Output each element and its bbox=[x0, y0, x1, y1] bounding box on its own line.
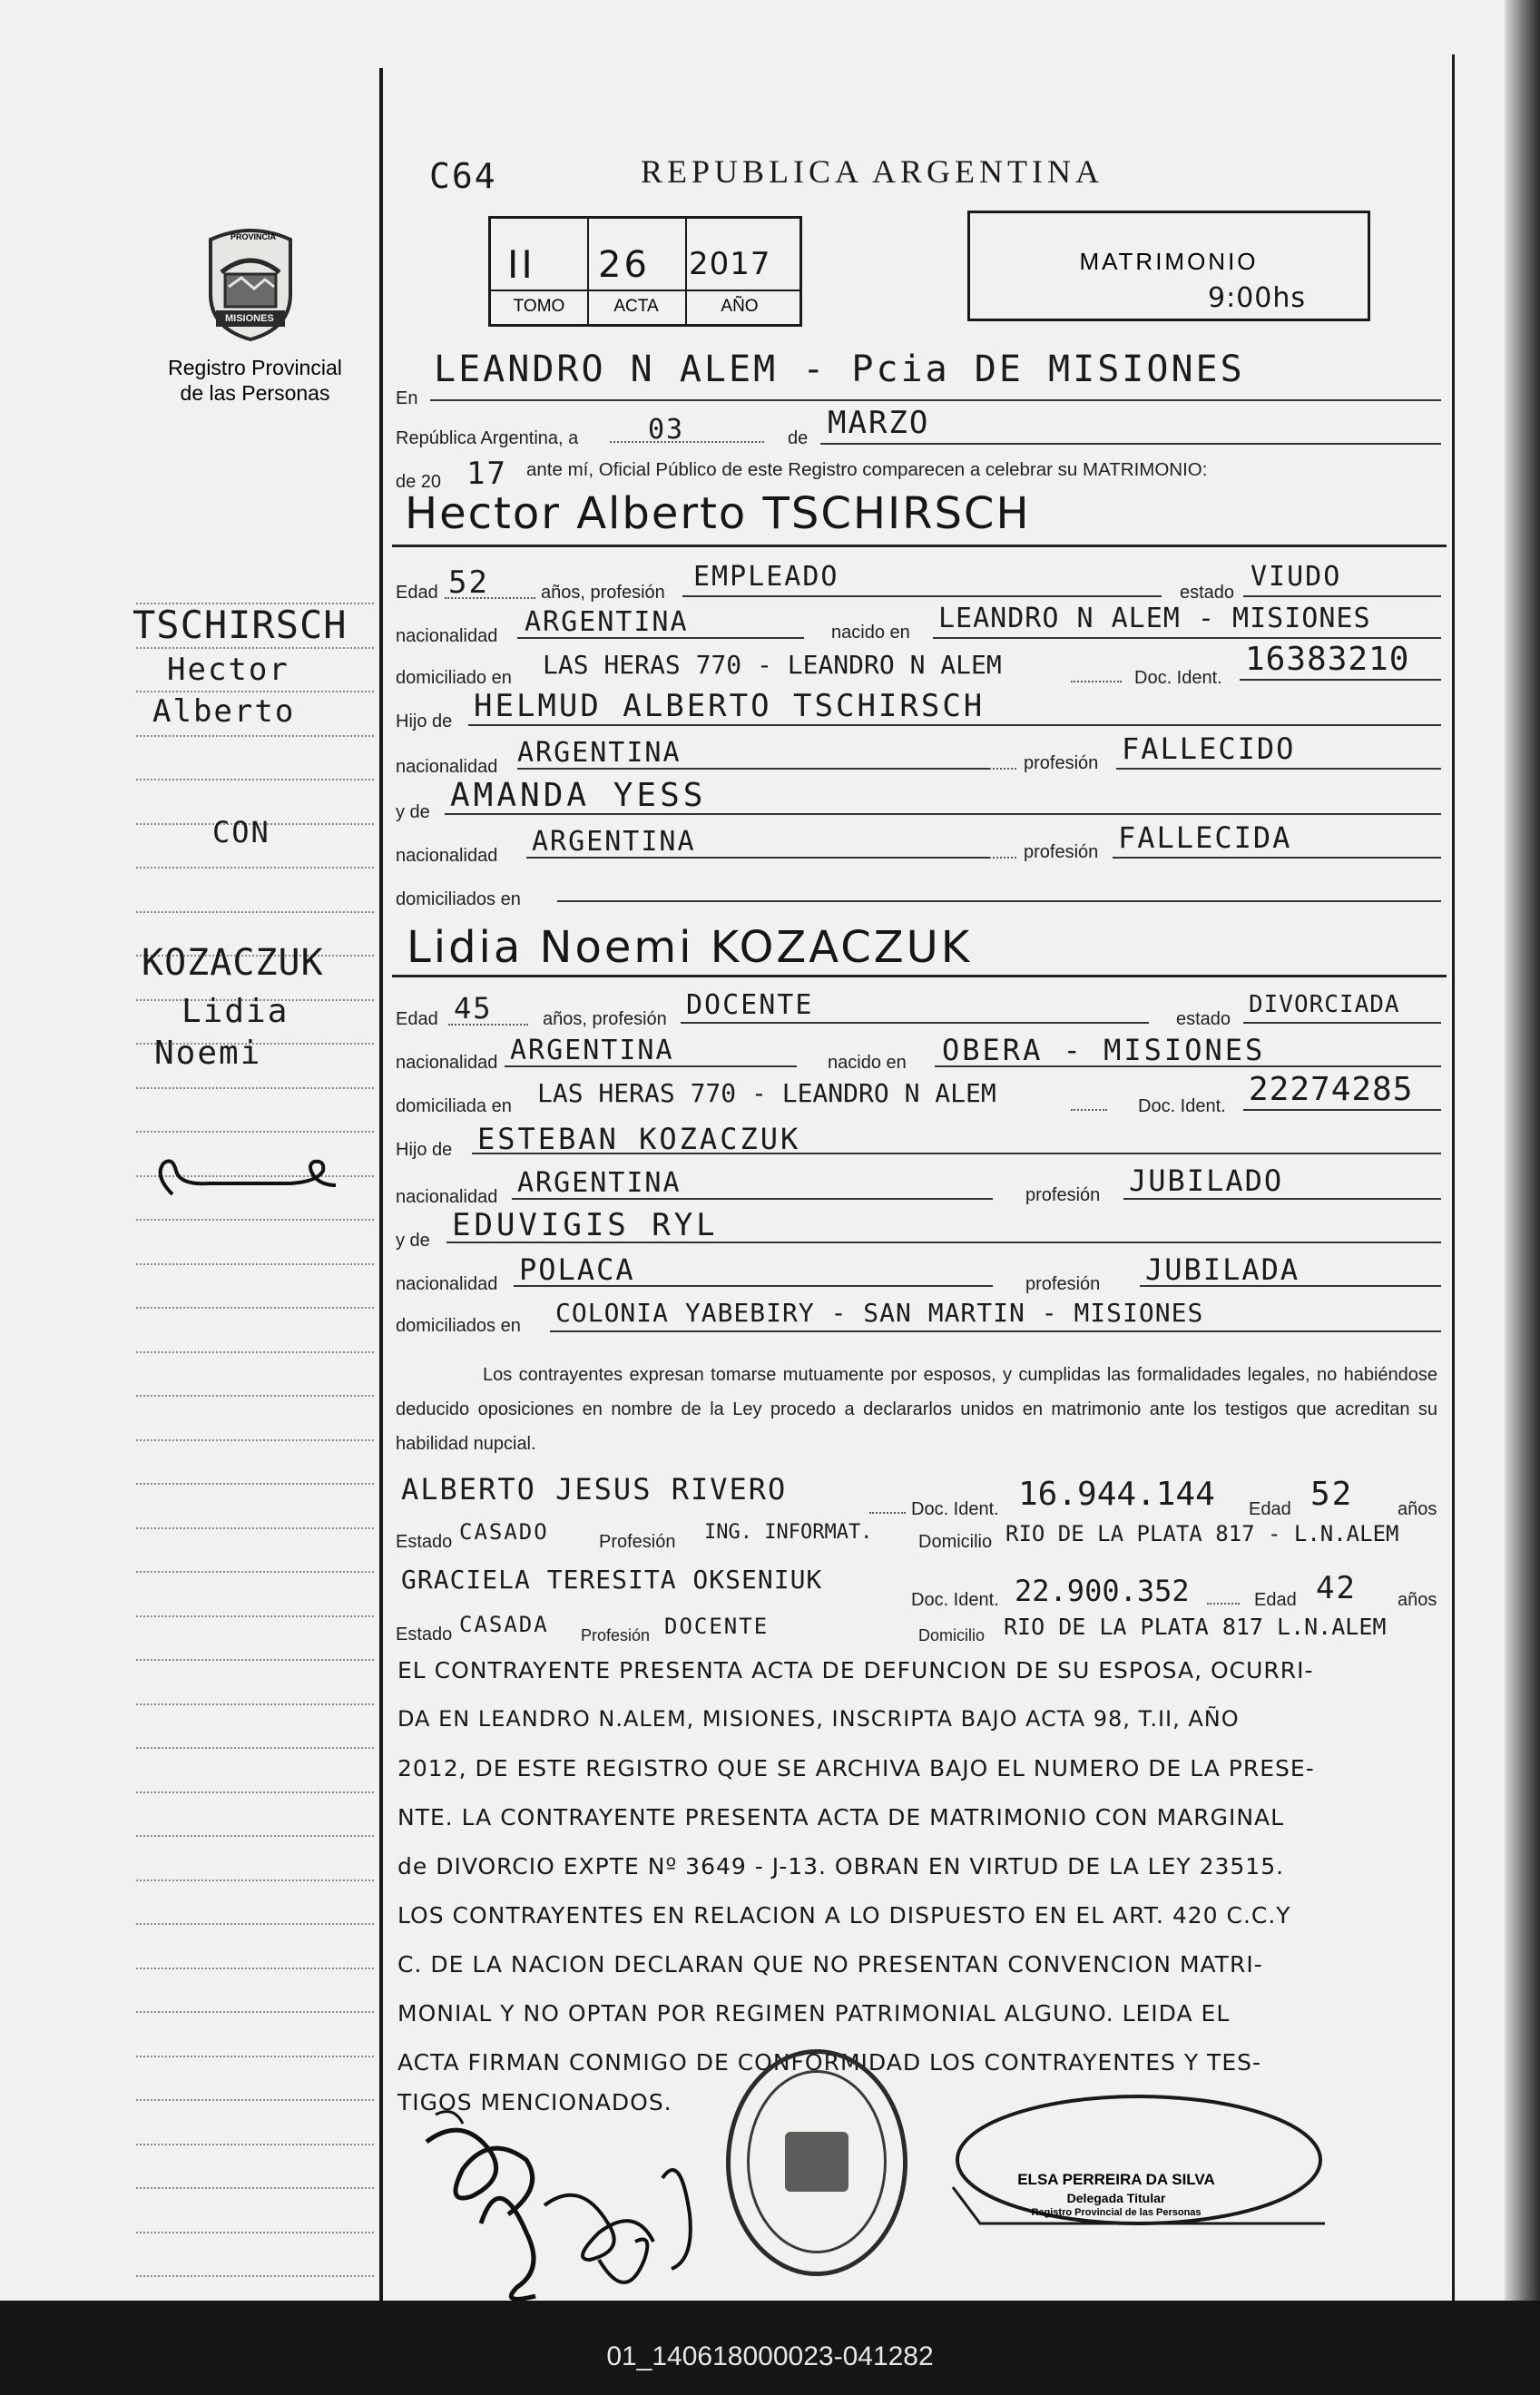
acta-value: 26 bbox=[598, 244, 650, 286]
act-type-label: MATRIMONIO bbox=[1079, 248, 1259, 275]
bride-father-name: ESTEBAN KOZACZUK bbox=[477, 1122, 801, 1156]
right-border-line bbox=[1452, 54, 1455, 2301]
bride-estado-label: estado bbox=[1176, 1009, 1231, 1029]
observation-line: de DIVORCIO EXPTE Nº 3649 - J-13. OBRAN EN VIRTUD DE LA LEY 23515. bbox=[397, 1853, 1285, 1880]
observation-line: DA EN LEANDRO N.ALEM, MISIONES, INSCRIPTA BAJO ACTA 98, T.II, AÑO bbox=[397, 1706, 1240, 1732]
binding-edge bbox=[1505, 0, 1540, 2301]
groom-address: LAS HERAS 770 - LEANDRO N ALEM bbox=[543, 650, 1002, 680]
stamp-official-name: ELSA PERREIRA DA SILVA bbox=[1017, 2171, 1215, 2188]
observation-line: EL CONTRAYENTE PRESENTA ACTA DE DEFUNCION DE SU ESPOSA, OCURRI- bbox=[397, 1657, 1314, 1683]
witness2-doc-ident-label: Doc. Ident. bbox=[911, 1590, 999, 1610]
margin-ruled-line bbox=[136, 1968, 374, 1969]
bride-mother-profession-label: profesión bbox=[1025, 1274, 1101, 1294]
margin-ruled-line bbox=[136, 1263, 374, 1265]
witness1-domicilio-label: Domicilio bbox=[918, 1532, 993, 1552]
margin-ruled-line bbox=[136, 1659, 374, 1661]
act-type-box bbox=[967, 211, 1370, 321]
anos-profesion-label: años, profesión bbox=[541, 583, 665, 603]
observation-line: MONIAL Y NO OPTAN POR REGIMEN PATRIMONIAL ALGUNO. LEIDA EL bbox=[397, 2000, 1231, 2027]
bride-nacido-en-label: nacido en bbox=[828, 1053, 907, 1073]
bride-y-de-label: y de bbox=[396, 1231, 430, 1251]
bride-mother-name: EDUVIGIS RYL bbox=[452, 1207, 719, 1243]
stamp-official-role: Delegada Titular bbox=[1066, 2191, 1166, 2205]
witness1-doc-ident-label: Doc. Ident. bbox=[911, 1499, 999, 1519]
margin-groom-given2: Alberto bbox=[152, 693, 296, 730]
margin-ruled-line bbox=[136, 1703, 374, 1705]
witness1-doc-id: 16.944.144 bbox=[1018, 1476, 1215, 1513]
groom-father-nationality-label: nacionalidad bbox=[396, 757, 498, 777]
witness2-profession: DOCENTE bbox=[664, 1614, 770, 1639]
bride-nacionalidad-label: nacionalidad bbox=[396, 1053, 498, 1073]
registry-coat-of-arms-icon bbox=[201, 221, 299, 341]
groom-mother-profession-label: profesión bbox=[1024, 842, 1099, 862]
margin-ruled-line bbox=[136, 2099, 374, 2101]
margin-ruled-line bbox=[136, 1835, 374, 1837]
margin-connector: CON bbox=[212, 815, 270, 849]
officer-text: ante mí, Oficial Público de este Registro comparecen a celebrar su MATRIMONIO: bbox=[526, 459, 1208, 480]
domiciliada-en-label: domiciliada en bbox=[396, 1096, 512, 1116]
groom-father-nationality: ARGENTINA bbox=[517, 737, 682, 769]
observation-line: TIGOS MENCIONADOS. bbox=[397, 2089, 672, 2115]
tomo-label: TOMO bbox=[513, 297, 565, 316]
witness1-address: RIO DE LA PLATA 817 - L.N.ALEM bbox=[1005, 1521, 1399, 1546]
registry-name-line1: Registro Provincial bbox=[168, 356, 342, 379]
witness1-edad-label: Edad bbox=[1249, 1499, 1291, 1519]
margin-ruled-line bbox=[136, 2056, 374, 2057]
declaration-text: Los contrayentes expresan tomarse mutuamente por esposos, y cumplidas las formalidades legales, no habiéndose deducido oposiciones en nombre de la Ley procedo a declararlos unidos en matrimonio ante los testigos que acreditan su habilidad nupcial. bbox=[396, 1365, 1437, 1454]
bride-address: LAS HERAS 770 - LEANDRO N ALEM bbox=[537, 1078, 996, 1108]
groom-mother-nationality: ARGENTINA bbox=[532, 826, 696, 858]
ano-label: AÑO bbox=[721, 297, 759, 316]
groom-age: 52 bbox=[448, 564, 489, 601]
margin-ruled-line bbox=[136, 735, 374, 737]
marriage-day: 03 bbox=[648, 414, 685, 446]
official-stamp bbox=[944, 2087, 1334, 2242]
witness2-age: 42 bbox=[1316, 1570, 1357, 1606]
groom-domiciliados-en-label: domiciliados en bbox=[396, 889, 521, 909]
groom-y-de-label: y de bbox=[396, 802, 430, 822]
margin-ruled-line bbox=[136, 1791, 374, 1793]
margin-bride-surname: KOZACZUK bbox=[142, 942, 324, 984]
witness1-profession: ING. INFORMAT. bbox=[704, 1521, 873, 1544]
margin-bride-given2: Noemi bbox=[154, 1035, 262, 1072]
page-code: C64 bbox=[429, 156, 497, 196]
tomo-value: II bbox=[507, 242, 535, 287]
bride-doc-id: 22274285 bbox=[1249, 1071, 1414, 1108]
bride-mother-nationality-label: nacionalidad bbox=[396, 1274, 498, 1294]
bride-father-profession-label: profesión bbox=[1025, 1185, 1101, 1205]
bride-father-nationality-label: nacionalidad bbox=[396, 1187, 498, 1207]
coat-of-arms-bottom-text: MISIONES bbox=[225, 313, 274, 324]
margin-ruled-line bbox=[136, 1439, 374, 1441]
groom-birthplace: LEANDRO N ALEM - MISIONES bbox=[938, 603, 1371, 634]
ano-value: 2017 bbox=[689, 246, 771, 282]
bride-full-name: Lidia Noemi KOZACZUK bbox=[407, 922, 973, 973]
margin-ruled-line bbox=[136, 779, 374, 780]
margin-ruled-line bbox=[136, 911, 374, 913]
bride-mother-profession: JUBILADA bbox=[1145, 1252, 1300, 1287]
document-id-label: 01_140618000023-041282 bbox=[606, 2341, 934, 2371]
witness1-name: ALBERTO JESUS RIVERO bbox=[401, 1472, 788, 1507]
groom-hijo-de-label: Hijo de bbox=[396, 712, 453, 731]
bride-father-profession: JUBILADO bbox=[1129, 1163, 1284, 1198]
acta-label: ACTA bbox=[613, 297, 659, 316]
stamp-official-office: Registro Provincial de las Personas bbox=[1031, 2207, 1202, 2218]
bride-age: 45 bbox=[454, 991, 493, 1026]
witness1-profesion-label: Profesión bbox=[599, 1532, 676, 1552]
bride-hijo-de-label: Hijo de bbox=[396, 1140, 453, 1160]
observation-line: NTE. LA CONTRAYENTE PRESENTA ACTA DE MATRIMONIO CON MARGINAL bbox=[397, 1804, 1285, 1831]
observation-line: 2012, DE ESTE REGISTRO QUE SE ARCHIVA BAJO EL NUMERO DE LA PRESE- bbox=[397, 1755, 1315, 1782]
margin-ruled-line bbox=[136, 2144, 374, 2145]
marriage-month: MARZO bbox=[828, 405, 930, 441]
witness2-civil-status: CASADA bbox=[459, 1612, 549, 1637]
bride-parents-address: COLONIA YABEBIRY - SAN MARTIN - MISIONES bbox=[555, 1298, 1204, 1328]
year-prefix-label: de 20 bbox=[396, 472, 442, 492]
margin-groom-surname: TSCHIRSCH bbox=[132, 603, 348, 647]
witness1-age: 52 bbox=[1310, 1476, 1354, 1513]
de-label: de bbox=[788, 428, 809, 448]
margin-ruled-line bbox=[136, 1131, 374, 1133]
country-title: REPUBLICA ARGENTINA bbox=[641, 153, 1104, 190]
registry-name-line2: de las Personas bbox=[180, 381, 330, 405]
margin-ruled-line bbox=[136, 2011, 374, 2013]
witness2-doc-id: 22.900.352 bbox=[1015, 1574, 1190, 1608]
witness2-address: RIO DE LA PLATA 817 L.N.ALEM bbox=[1004, 1614, 1387, 1640]
witness1-civil-status: CASADO bbox=[459, 1519, 549, 1545]
margin-ruled-line bbox=[136, 867, 374, 869]
observation-line: C. DE LA NACION DECLARAN QUE NO PRESENTAN CONVENCION MATRI- bbox=[397, 1951, 1263, 1978]
nacido-en-label: nacido en bbox=[831, 623, 910, 643]
bride-birthplace: OBERA - MISIONES bbox=[942, 1033, 1266, 1067]
margin-ruled-line bbox=[136, 1087, 374, 1089]
witness2-profesion-label: Profesión bbox=[581, 1626, 651, 1644]
bride-father-nationality: ARGENTINA bbox=[517, 1167, 682, 1199]
marriage-year-suffix: 17 bbox=[466, 456, 507, 492]
witness2-estado-label: Estado bbox=[396, 1624, 453, 1644]
witness2-name: GRACIELA TERESITA OKSENIUK bbox=[401, 1565, 823, 1595]
groom-father-profession: FALLECIDO bbox=[1122, 731, 1296, 766]
margin-ruled-line bbox=[136, 1571, 374, 1573]
margin-ruled-line bbox=[136, 1219, 374, 1221]
margin-groom-given1: Hector bbox=[167, 652, 289, 688]
coat-of-arms-top-text: PROVINCIA bbox=[231, 232, 277, 241]
witness2-edad-label: Edad bbox=[1254, 1590, 1297, 1610]
bride-doc-ident-label: Doc. Ident. bbox=[1138, 1096, 1226, 1116]
bride-domiciliados-en-label: domiciliados en bbox=[396, 1316, 521, 1336]
official-round-seal bbox=[726, 2049, 907, 2276]
witness2-anos-label: años bbox=[1398, 1590, 1437, 1610]
en-label: En bbox=[396, 388, 418, 408]
groom-profession: EMPLEADO bbox=[693, 561, 839, 593]
nacionalidad-label: nacionalidad bbox=[396, 626, 498, 646]
witness1-estado-label: Estado bbox=[396, 1532, 453, 1552]
margin-ruled-line bbox=[136, 2232, 374, 2233]
margin-ruled-line bbox=[136, 1615, 374, 1617]
republica-label: República Argentina, a bbox=[396, 428, 579, 448]
bride-mother-nationality: POLACA bbox=[519, 1252, 635, 1287]
margin-ruled-line bbox=[136, 1351, 374, 1353]
left-column-divider bbox=[379, 68, 383, 2301]
groom-civil-status: VIUDO bbox=[1251, 561, 1342, 593]
margin-ruled-line bbox=[136, 1307, 374, 1309]
margin-ruled-line bbox=[136, 1923, 374, 1925]
margin-ruled-line bbox=[136, 2275, 374, 2277]
bride-civil-status: DIVORCIADA bbox=[1249, 991, 1400, 1018]
registry-number-box bbox=[488, 216, 802, 327]
groom-father-profession-label: profesión bbox=[1024, 753, 1099, 773]
margin-ruled-line bbox=[136, 2187, 374, 2189]
margin-ruled-line bbox=[136, 1880, 374, 1881]
margin-flourish-icon bbox=[145, 1149, 345, 1212]
margin-ruled-line bbox=[136, 691, 374, 692]
groom-mother-profession: FALLECIDA bbox=[1118, 820, 1292, 855]
groom-doc-id: 16383210 bbox=[1245, 641, 1410, 678]
margin-ruled-line bbox=[136, 647, 374, 649]
margin-ruled-line bbox=[136, 1747, 374, 1749]
observation-line: ACTA FIRMAN CONMIGO DE CONFORMIDAD LOS CONTRAYENTES Y TES- bbox=[397, 2049, 1262, 2076]
bride-edad-label: Edad bbox=[396, 1009, 438, 1029]
groom-nationality: ARGENTINA bbox=[525, 606, 689, 638]
groom-mother-name: AMANDA YESS bbox=[450, 777, 707, 814]
margin-ruled-line bbox=[136, 1483, 374, 1485]
edad-label: Edad bbox=[396, 583, 438, 603]
act-time: 9:00hs bbox=[1208, 282, 1307, 314]
groom-father-name: HELMUD ALBERTO TSCHIRSCH bbox=[474, 688, 986, 724]
bride-anos-profesion-label: años, profesión bbox=[543, 1009, 667, 1029]
signatures-icon bbox=[408, 2078, 735, 2301]
domiciliado-en-label: domiciliado en bbox=[396, 668, 512, 688]
margin-bride-given1: Lidia bbox=[181, 993, 289, 1030]
bride-nationality: ARGENTINA bbox=[510, 1035, 674, 1066]
observation-line: LOS CONTRAYENTES EN RELACION A LO DISPUESTO EN EL ART. 420 C.C.Y bbox=[397, 1902, 1291, 1929]
estado-label: estado bbox=[1180, 583, 1235, 603]
witness2-domicilio-label: Domicilio bbox=[918, 1626, 986, 1644]
groom-mother-nationality-label: nacionalidad bbox=[396, 846, 498, 866]
bride-profession: DOCENTE bbox=[686, 989, 814, 1021]
doc-ident-label: Doc. Ident. bbox=[1134, 668, 1222, 688]
groom-full-name: Hector Alberto TSCHIRSCH bbox=[405, 488, 1031, 539]
marriage-place: LEANDRO N ALEM - Pcia DE MISIONES bbox=[434, 348, 1245, 390]
margin-ruled-line bbox=[136, 1395, 374, 1397]
margin-ruled-line bbox=[136, 1527, 374, 1529]
witness1-anos-label: años bbox=[1398, 1499, 1437, 1519]
